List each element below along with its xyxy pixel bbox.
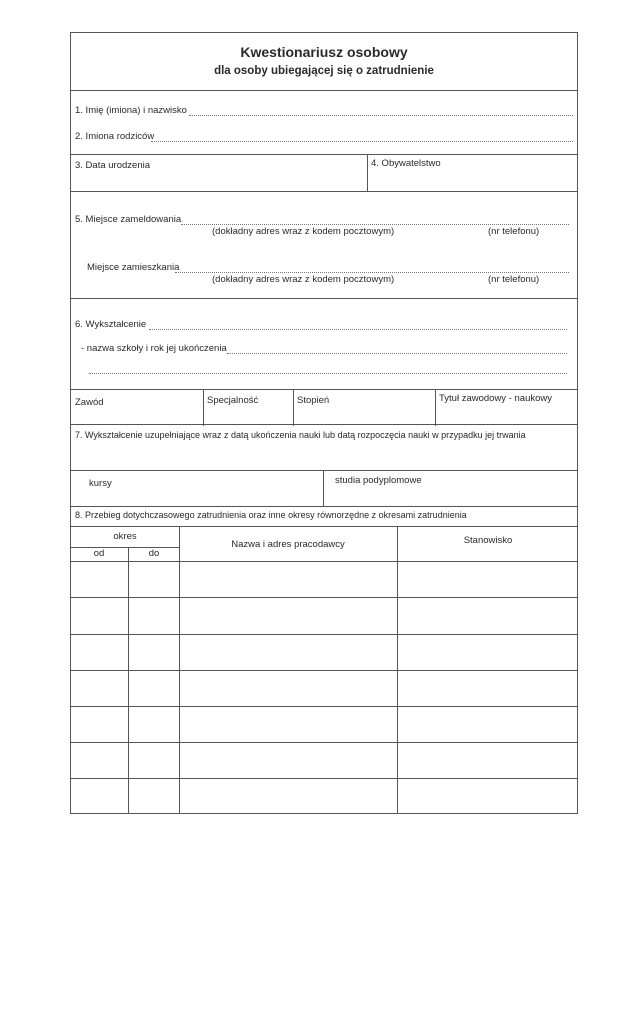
parents-names-field[interactable] xyxy=(151,141,573,142)
section-profession xyxy=(71,389,577,425)
divider xyxy=(323,471,324,507)
hint-registered-phone: (nr telefonu) xyxy=(488,226,540,237)
divider xyxy=(293,390,294,426)
label-employment-history: 8. Przebieg dotychczasowego zatrudnienia oraz inne okresy równorzędne z okresami zatrudnienia xyxy=(75,510,467,520)
label-birth-date[interactable]: 3. Data urodzenia xyxy=(75,160,150,171)
col-from: od xyxy=(93,548,105,559)
label-citizenship[interactable]: 4. Obywatelstwo xyxy=(371,158,441,169)
divider xyxy=(203,390,204,426)
questionnaire-form xyxy=(70,32,578,814)
col-position: Stanowisko xyxy=(463,535,513,546)
label-degree[interactable]: Stopień xyxy=(297,395,330,406)
divider xyxy=(71,561,577,562)
divider xyxy=(367,155,368,192)
school-name-field-2[interactable] xyxy=(89,373,567,374)
label-profession[interactable]: Zawód xyxy=(75,397,104,408)
section-supplementary-education xyxy=(71,425,577,471)
form-title: Kwestionariusz osobowy xyxy=(240,44,408,60)
col-to: do xyxy=(148,548,160,559)
label-registered-address: 5. Miejsce zameldowania xyxy=(75,214,182,225)
table-row[interactable] xyxy=(71,742,577,743)
section-address xyxy=(71,192,577,299)
form-header xyxy=(71,33,577,91)
education-field[interactable] xyxy=(149,329,567,330)
residence-address-field[interactable] xyxy=(175,272,569,273)
table-row[interactable] xyxy=(71,670,577,671)
section-name xyxy=(71,91,577,155)
form-subtitle: dla osoby ubiegającej się o zatrudnienie xyxy=(214,65,434,77)
col-period: okres xyxy=(113,531,137,542)
label-courses[interactable]: kursy xyxy=(89,478,112,489)
label-parents-names: 2. Imiona rodziców xyxy=(75,131,155,142)
divider xyxy=(128,547,129,813)
label-supplementary-education: 7. Wykształcenie uzupełniające wraz z datą ukończenia nauki lub datą rozpoczęcia nauki w przypadku jej trwania xyxy=(75,430,526,440)
registered-address-field[interactable] xyxy=(181,224,569,225)
employment-table xyxy=(71,527,577,813)
section-birth-citizenship xyxy=(71,155,577,192)
hint-residence-phone: (nr telefonu) xyxy=(488,274,540,285)
section-employment-header xyxy=(71,507,577,527)
label-full-name: 1. Imię (imiona) i nazwisko xyxy=(75,105,187,116)
label-residence-address: Miejsce zamieszkania xyxy=(87,262,180,273)
label-title[interactable]: Tytuł zawodowy - naukowy xyxy=(439,393,552,404)
section-education xyxy=(71,299,577,389)
table-row[interactable] xyxy=(71,597,577,598)
school-name-field[interactable] xyxy=(227,353,567,354)
label-education: 6. Wykształcenie xyxy=(75,319,147,330)
hint-registered-address: (dokładny adres wraz z kodem pocztowym) xyxy=(212,226,395,237)
divider xyxy=(435,390,436,426)
label-postgraduate[interactable]: studia podyplomowe xyxy=(335,475,422,486)
table-row[interactable] xyxy=(71,634,577,635)
section-courses xyxy=(71,471,577,507)
hint-residence-address: (dokładny adres wraz z kodem pocztowym) xyxy=(212,274,395,285)
label-specialty[interactable]: Specjalność xyxy=(207,395,259,406)
col-employer: Nazwa i adres pracodawcy xyxy=(231,539,345,550)
table-row[interactable] xyxy=(71,706,577,707)
table-row[interactable] xyxy=(71,778,577,779)
label-school-name: - nazwa szkoły i rok jej ukończenia xyxy=(81,343,227,354)
full-name-field[interactable] xyxy=(189,115,573,116)
